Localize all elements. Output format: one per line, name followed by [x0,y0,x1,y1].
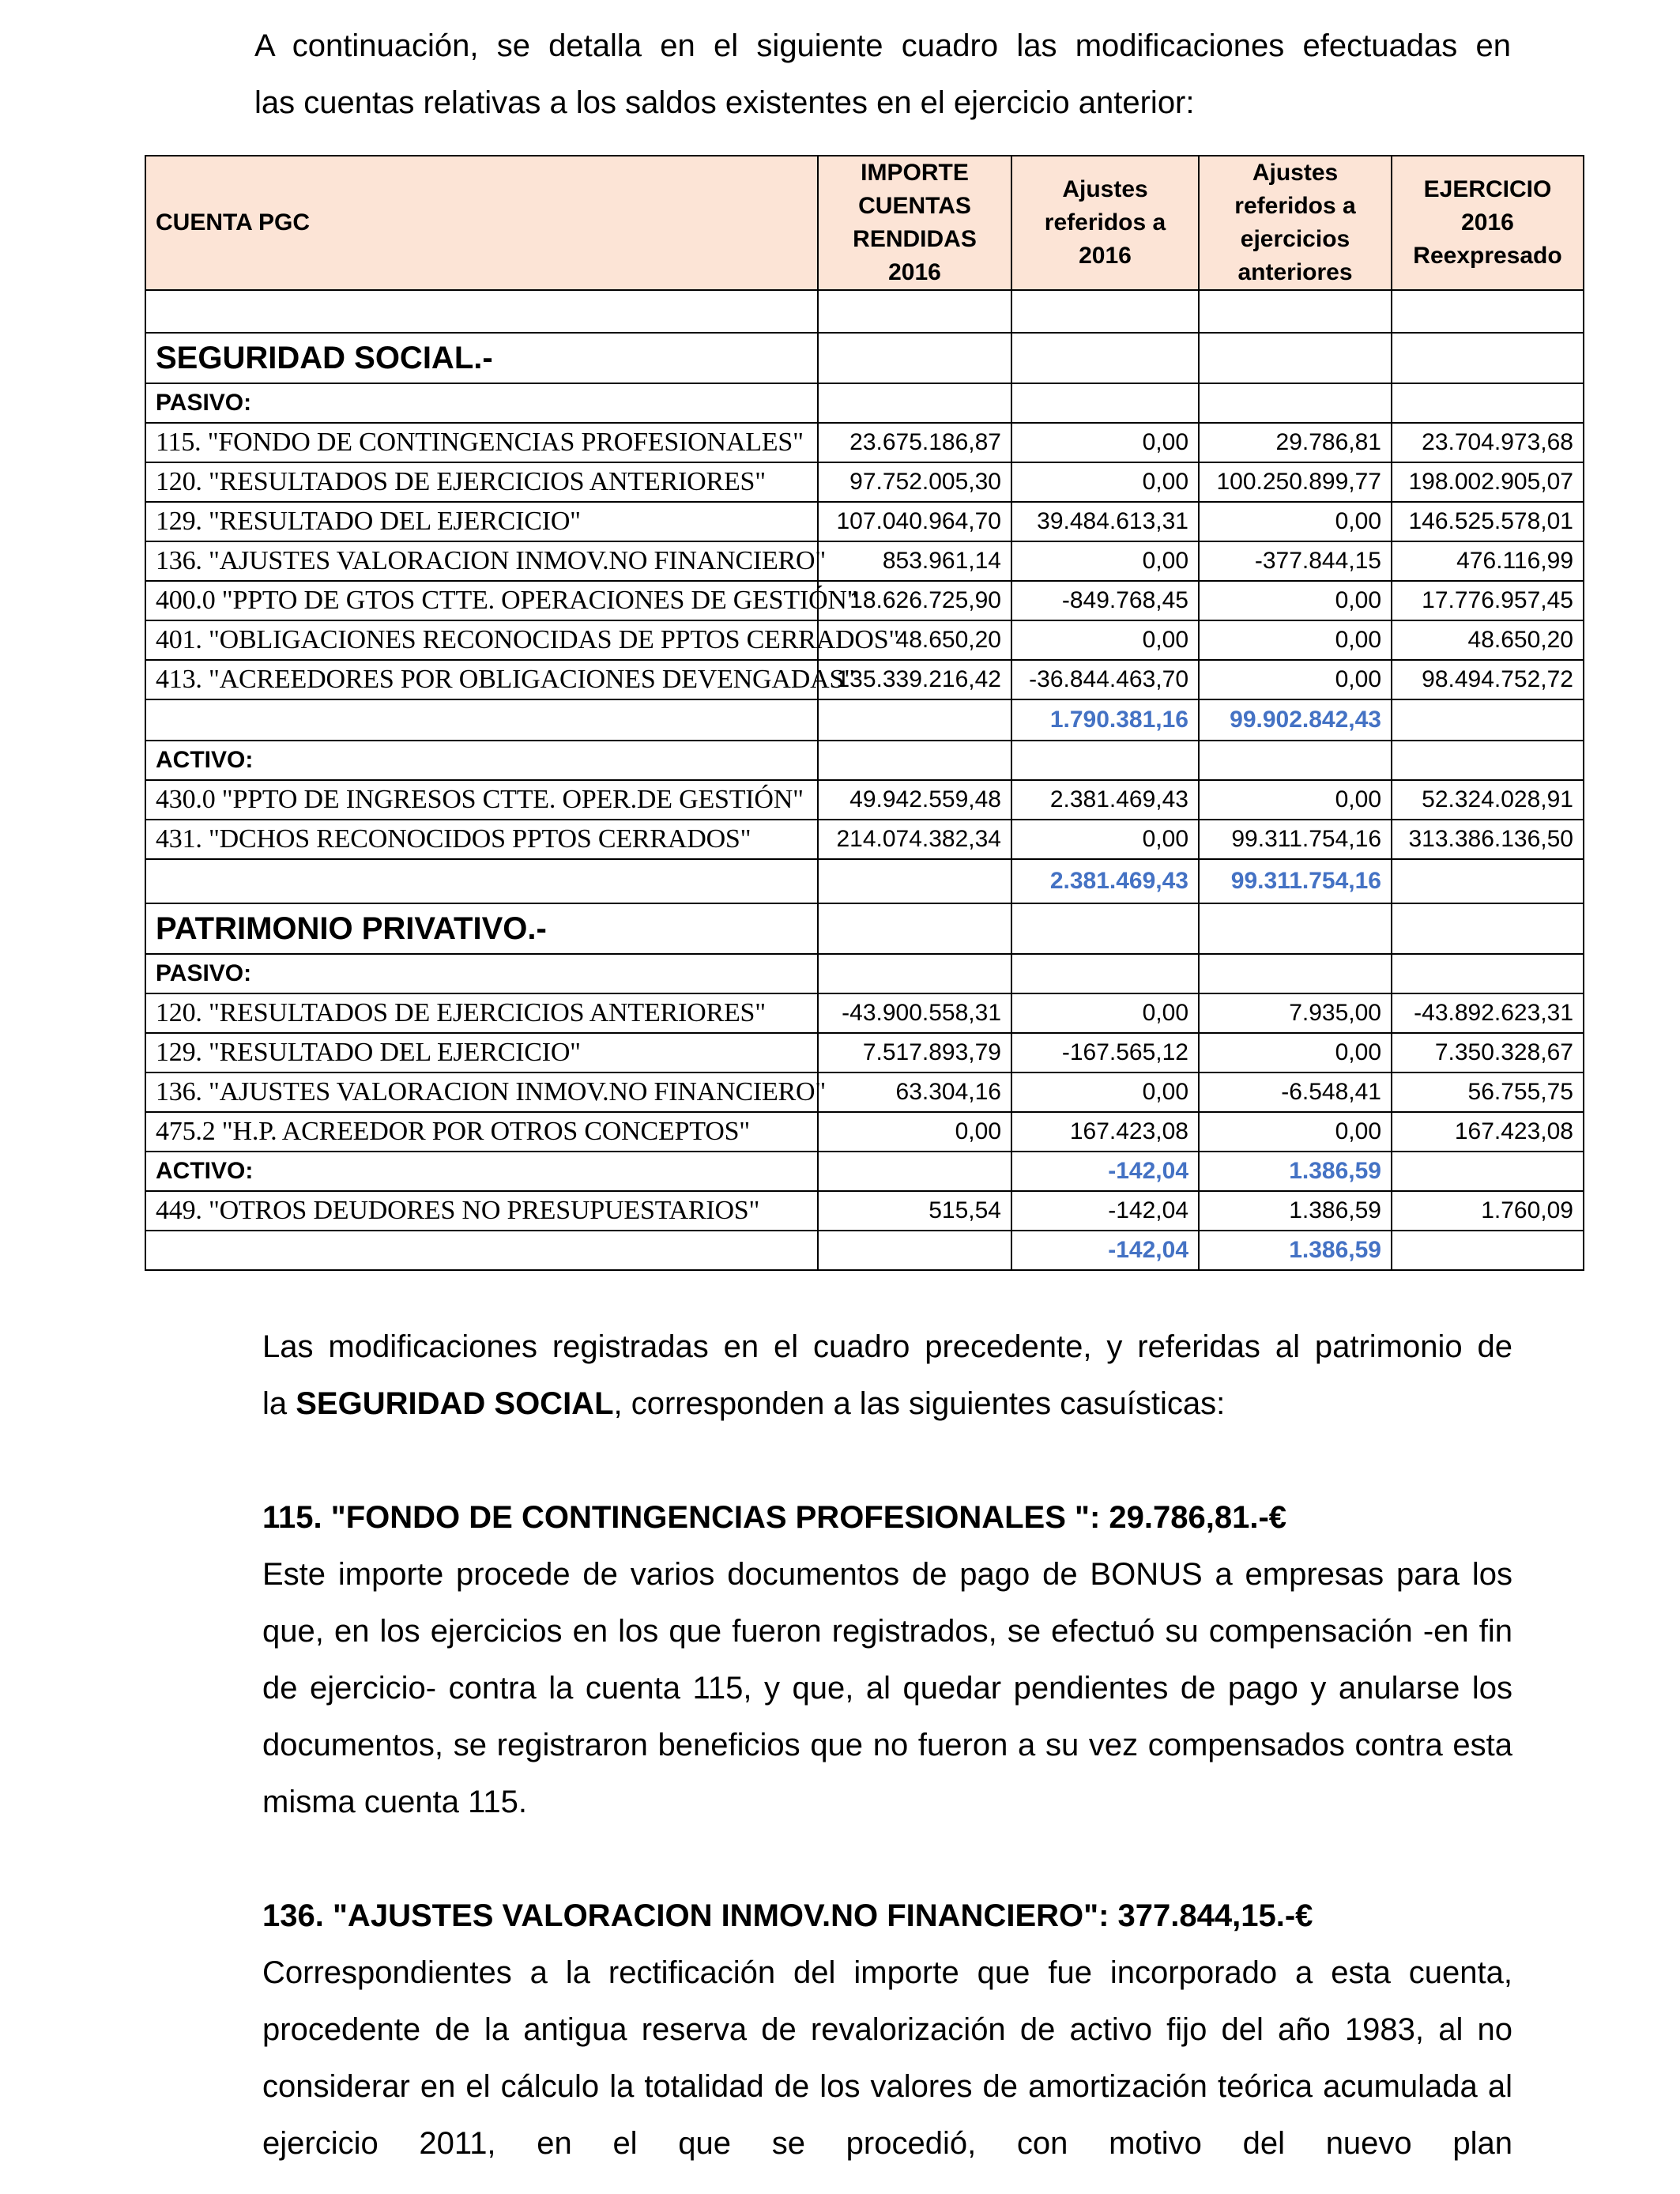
intro-paragraph [254,17,1511,131]
heading-cuenta-115: 115. "FONDO DE CONTINGENCIAS PROFESIONALES ": 29.786,81.-€ [262,1500,1287,1535]
table-row: 120. "RESULTADOS DE EJERCICIOS ANTERIORES" -43.900.558,31 0,00 7.935,00 -43.892.623,31 [145,993,1584,1033]
table-row: 449. "OTROS DEUDORES NO PRESUPUESTARIOS" 515,54 -142,04 1.386,59 1.760,09 [145,1191,1584,1231]
header-ajustes-ejercicios-anteriores: Ajustes referidos a ejercicios anteriores [1199,156,1392,290]
section-seguridad-social: SEGURIDAD SOCIAL.- [145,333,818,383]
table-row: 136. "AJUSTES VALORACION INMOV.NO FINANCIERO" 853.961,14 0,00 -377.844,15 476.116,99 [145,541,1584,581]
section-row [145,903,1584,954]
header-cuenta-pgc: CUENTA PGC [145,156,818,290]
header-ejercicio-reexpresado: EJERCICIO 2016 Reexpresado [1392,156,1584,290]
table-row: 400.0 "PPTO DE GTOS CTTE. OPERACIONES DE GESTIÓN" 18.626.725,90 -849.768,45 0,00 17.776.957,45 [145,581,1584,620]
table-row: 129. "RESULTADO DEL EJERCICIO" 107.040.964,70 39.484.613,31 0,00 146.525.578,01 [145,502,1584,541]
paragraph-cuenta-115: Este importe procede de varios documentos de pago de BONUS a empresas para los que, en los ejercicios en los que fueron registrados, se efectuó su compensación -en fin de ejercicio- contra la cuenta 115, y que, al quedar pendientes de pago y anularse los documentos, se registraron beneficios que no fueron a su vez compensados contra esta misma cuenta 115. [262,1557,1512,1819]
subtotal-row [145,1231,1584,1270]
intro-line-2: las cuentas relativas a los saldos existentes en el ejercicio anterior: [254,85,1195,120]
table-row: 430.0 "PPTO DE INGRESOS CTTE. OPER.DE GESTIÓN" 49.942.559,48 2.381.469,43 0,00 52.324.028,91 [145,780,1584,820]
ss-activo-subtotal-anteriores: 99.311.754,16 [1199,859,1392,903]
table-row: 431. "DCHOS RECONOCIDOS PPTOS CERRADOS" 214.074.382,34 0,00 99.311.754,16 313.386.136,50 [145,820,1584,859]
pp-activo-subtotal-2016: -142,04 [1011,1231,1199,1270]
section-patrimonio-privativo: PATRIMONIO PRIVATIVO.- [145,903,818,954]
table-row: 129. "RESULTADO DEL EJERCICIO" 7.517.893,79 -167.565,12 0,00 7.350.328,67 [145,1033,1584,1072]
subtotal-row [145,699,1584,741]
pp-activo-header-total-anteriores: 1.386,59 [1199,1152,1392,1191]
subsection-row [145,741,1584,780]
pp-activo-header-total-2016: -142,04 [1011,1152,1199,1191]
section-row [145,333,1584,383]
ss-pasivo-subtotal-anteriores: 99.902.842,43 [1199,699,1392,741]
subsection-row [145,1152,1584,1191]
explanation-intro-line-2: la SEGURIDAD SOCIAL, corresponden a las siguientes casuísticas: [262,1386,1226,1421]
ss-pasivo-subtotal-2016: 1.790.381,16 [1011,699,1199,741]
header-importe-cuentas-rendidas: IMPORTE CUENTAS RENDIDAS 2016 [818,156,1011,290]
table-row: 120. "RESULTADOS DE EJERCICIOS ANTERIORES" 97.752.005,30 0,00 100.250.899,77 198.002.905,07 [145,462,1584,502]
table-row: 475.2 "H.P. ACREEDOR POR OTROS CONCEPTOS" 0,00 167.423,08 0,00 167.423,08 [145,1112,1584,1152]
table-row: 115. "FONDO DE CONTINGENCIAS PROFESIONALES" 23.675.186,87 0,00 29.786,81 23.704.973,68 [145,423,1584,462]
pp-pasivo-label: PASIVO: [145,954,818,993]
table-header-row [145,156,1584,290]
table-row: 136. "AJUSTES VALORACION INMOV.NO FINANCIERO" 63.304,16 0,00 -6.548,41 56.755,75 [145,1072,1584,1112]
intro-line-1: A continuación, se detalla en el siguiente cuadro las modificaciones efectuadas en [254,28,1511,63]
subsection-row [145,954,1584,993]
explanation-intro-line-1: Las modificaciones registradas en el cuadro precedente, y referidas al patrimonio de [262,1329,1512,1364]
seguridad-social-emphasis: SEGURIDAD SOCIAL [296,1386,614,1421]
empty-row [145,290,1584,333]
ss-activo-subtotal-2016: 2.381.469,43 [1011,859,1199,903]
pp-activo-subtotal-anteriores: 1.386,59 [1199,1231,1392,1270]
table-row: 401. "OBLIGACIONES RECONOCIDAS DE PPTOS CERRADOS" 48.650,20 0,00 0,00 48.650,20 [145,620,1584,660]
heading-cuenta-136: 136. "AJUSTES VALORACION INMOV.NO FINANCIERO": 377.844,15.-€ [262,1898,1313,1933]
subtotal-row [145,859,1584,903]
subsection-row [145,383,1584,423]
ss-activo-label: ACTIVO: [145,741,818,780]
explanation-section [262,1318,1512,2172]
table-row: 413. "ACREEDORES POR OBLIGACIONES DEVENGADAS" 135.339.216,42 -36.844.463,70 0,00 98.494.752,72 [145,660,1584,699]
paragraph-cuenta-136: Correspondientes a la rectificación del importe que fue incorporado a esta cuenta, procedente de la antigua reserva de revalorización de activo fijo del año 1983, al no considerar en el cálculo la totalidad de los valores de amortización teórica acumulada al ejercicio 2011, en el que se procedió, con motivo del nuevo plan [262,1955,1512,2161]
header-ajustes-2016: Ajustes referidos a 2016 [1011,156,1199,290]
ss-pasivo-label: PASIVO: [145,383,818,423]
adjustments-table [145,155,1584,1271]
pp-activo-label: ACTIVO: [145,1152,818,1191]
